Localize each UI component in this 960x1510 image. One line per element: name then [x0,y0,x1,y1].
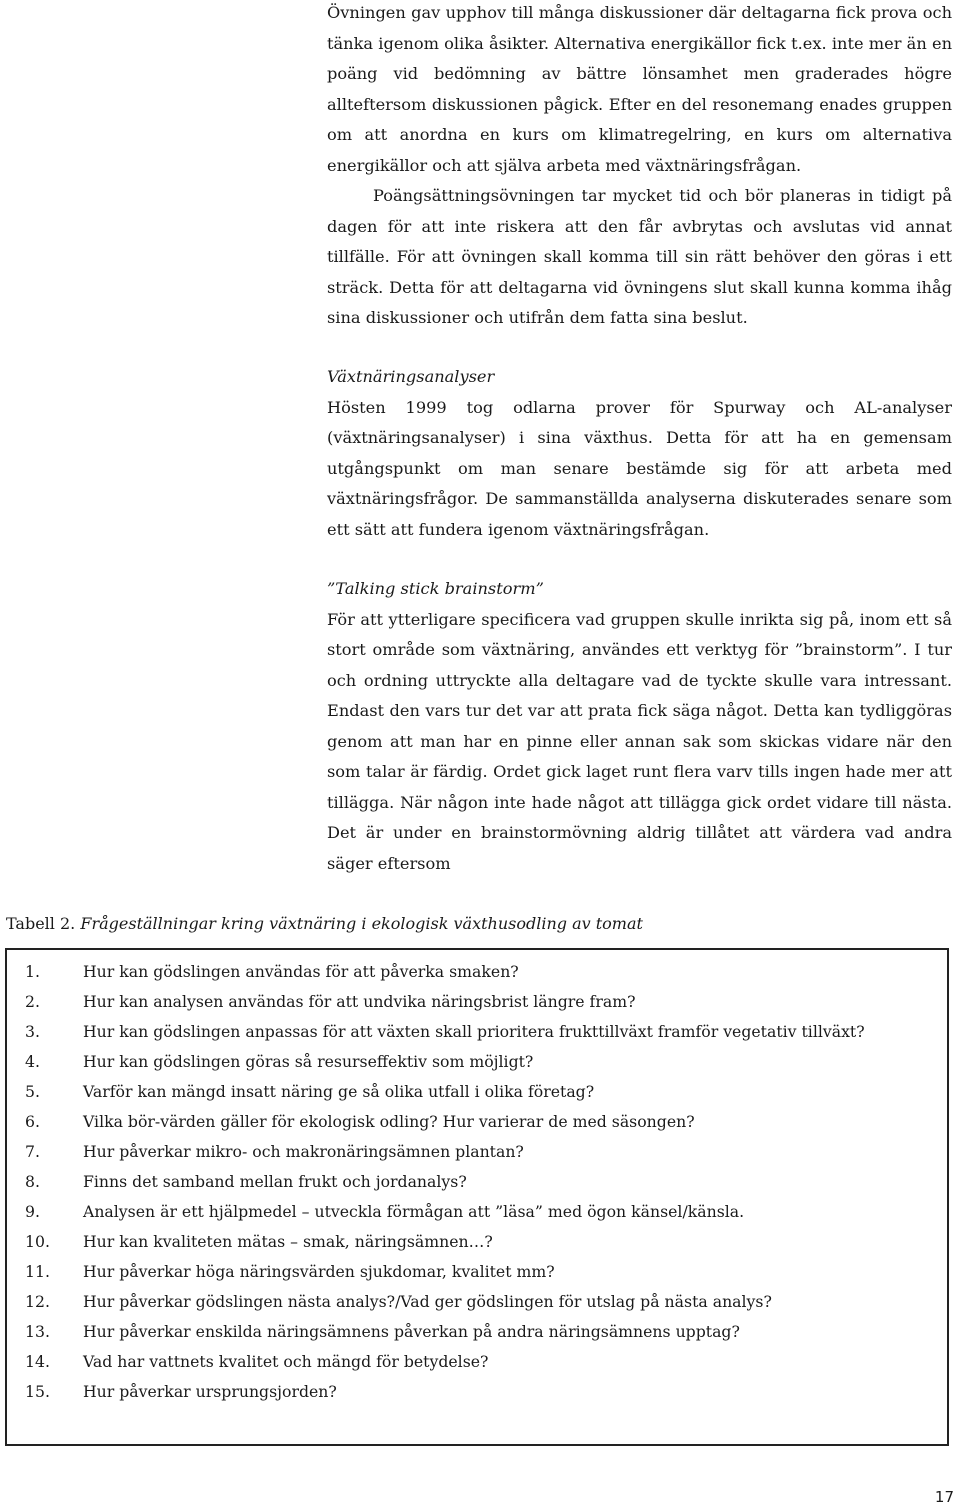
question-number: 11. [25,1262,50,1281]
talking-stick-paragraph: För att ytterligare specificera vad gruppen skulle inrikta sig på, inom ett så stort område som växtnäring, användes ett verktyg för ”brainstorm”. I tur och ordning uttryckte alla deltagare vad de tyckte skulle vara intressant. Endast den vars tur det var att prata fick säga något. Detta kan tydliggöras genom att man har en pinne eller annan sak som skickas vidare när den som talar är färdig. Ordet gick laget runt flera varv tills ingen hade mer att tillägga. När någon inte hade något att tillägga gick ordet vidare till nästa. Det är under en brainstormövning aldrig tillåtet att värdera vad andra säger eftersom [327,609,952,873]
question-number: 1. [25,962,40,981]
question-text: Hur kan analysen användas för att undvika näringsbrist längre fram? [83,992,636,1011]
question-item [25,1317,917,1347]
question-item [25,1077,917,1107]
talking-stick-section [327,574,952,879]
question-number: 5. [25,1082,40,1101]
question-text: Vad har vattnets kvalitet och mängd för betydelse? [83,1352,489,1371]
table-label: Tabell 2. [6,914,76,933]
question-number: 15. [25,1382,50,1401]
question-number: 9. [25,1202,40,1221]
question-number: 2. [25,992,40,1011]
section-heading-talking-stick: ”Talking stick brainstorm” [327,579,544,598]
question-text: Hur kan gödslingen göras så resurseffektiv som möjligt? [83,1052,534,1071]
question-number: 12. [25,1292,50,1311]
question-item [25,1257,917,1287]
table-caption-text: Frågeställningar kring växtnäring i ekologisk växthusodling av tomat [80,914,643,933]
section-heading-vaxtnaringsanalyser: Växtnäringsanalyser [327,367,495,386]
question-item [25,1107,917,1137]
vaxtnaringsanalyser-paragraph: Hösten 1999 tog odlarna prover för Spurway och AL-analyser (växtnäringsanalyser) i sina växthus. Detta för att ha en gemensam utgångspunkt om man senare bestämde sig för att arbeta med växtnäringsfrågor. De sammanställda analyserna diskuterades senare som ett sätt att fundera igenom växtnäringsfrågan. [327,397,952,539]
question-number: 14. [25,1352,50,1371]
question-text: Hur påverkar mikro- och makronäringsämnen plantan? [83,1142,524,1161]
question-number: 6. [25,1112,40,1131]
question-number: 3. [25,1022,40,1041]
question-text: Hur påverkar gödslingen nästa analys?/Vad ger gödslingen för utslag på nästa analys? [83,1292,772,1311]
question-number: 4. [25,1052,40,1071]
question-number: 10. [25,1232,50,1251]
question-item [25,1047,917,1077]
question-number: 8. [25,1172,40,1191]
question-number: 13. [25,1322,50,1341]
question-item [25,1137,917,1167]
question-item [25,987,917,1017]
intro-paragraph-2: Poängsättningsövningen tar mycket tid och bör planeras in tidigt på dagen för att inte riskera att den får avbrytas och avslutas vid annat tillfälle. För att övningen skall komma till sin rätt behöver den göras i ett sträck. Detta för att deltagarna vid övningens slut skall kunna komma ihåg sina diskussioner och utifrån dem fatta sina beslut. [327,186,952,327]
question-text: Hur påverkar ursprungsjorden? [83,1382,337,1401]
question-item [25,1197,917,1227]
question-text: Varför kan mängd insatt näring ge så olika utfall i olika företag? [83,1082,595,1101]
vaxtnaringsanalyser-section [327,362,952,545]
intro-section [327,0,952,334]
intro-paragraph-1: Övningen gav upphov till många diskussioner där deltagarna fick prova och tänka igenom olika åsikter. Alternativa energikällor fick t.ex. inte mer än en poäng vid bedömning av bättre lönsamhet men graderades högre allteftersom diskussionen pågick. Efter en del resonemang enades gruppen om att anordna en kurs om klimatregelring, en kurs om alternativa energikällor och att själva arbeta med växtnäringsfrågan. [327,3,952,175]
table-caption [6,910,643,938]
question-item [25,1227,917,1257]
question-item [25,1167,917,1197]
questions-list [25,957,917,1407]
question-text: Hur påverkar enskilda näringsämnens påverkan på andra näringsämnens upptag? [83,1322,740,1341]
page-number: 17 [934,1488,954,1506]
question-item [25,957,917,987]
question-item [25,1017,917,1047]
question-item [25,1377,917,1407]
question-text: Finns det samband mellan frukt och jordanalys? [83,1172,467,1191]
question-item [25,1347,917,1377]
question-text: Analysen är ett hjälpmedel – utveckla förmågan att ”läsa” med ögon känsel/känsla. [83,1202,745,1221]
questions-table [5,948,949,1446]
question-text: Vilka bör-värden gäller för ekologisk odling? Hur varierar de med säsongen? [83,1112,695,1131]
question-item [25,1287,917,1317]
question-text: Hur kan gödslingen anpassas för att växten skall prioritera frukttillväxt framför vegetativ tillväxt? [83,1022,865,1041]
question-text: Hur kan kvaliteten mätas – smak, näringsämnen…? [83,1232,493,1251]
question-number: 7. [25,1142,40,1161]
question-text: Hur påverkar höga näringsvärden sjukdomar, kvalitet mm? [83,1262,555,1281]
question-text: Hur kan gödslingen användas för att påverka smaken? [83,962,519,981]
